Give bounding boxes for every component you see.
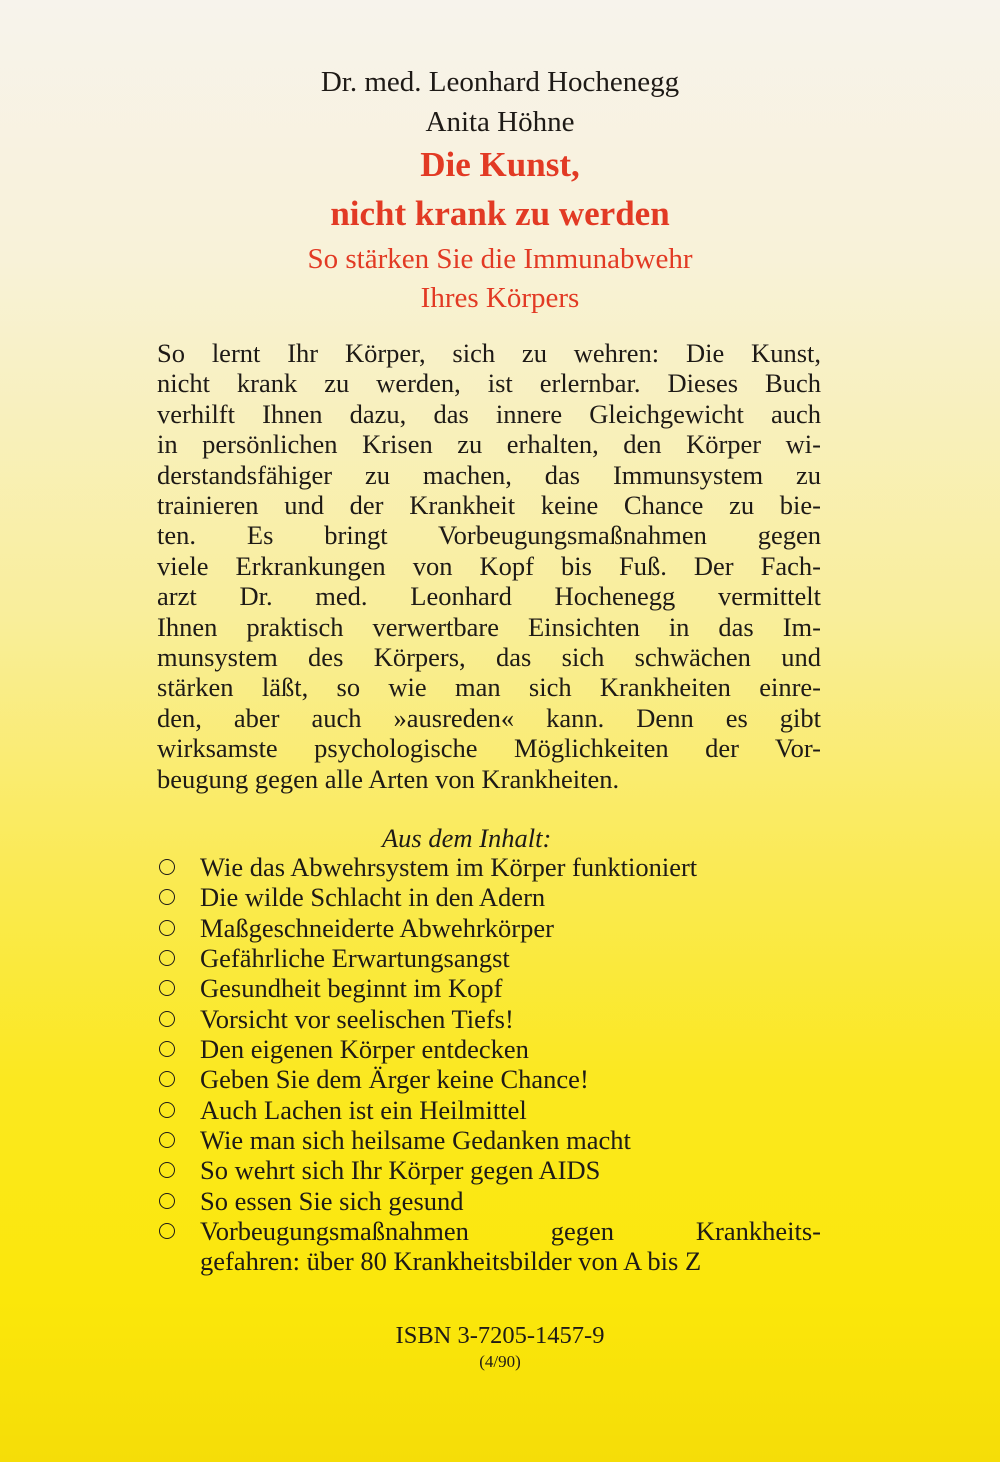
subtitle-line-2: Ihres Körpers [420,282,580,314]
blurb-line: viele Erkrankungen von Kopf bis Fuß. Der Fach- [157,550,821,581]
list-item [157,943,821,973]
list-item [157,882,821,912]
author-2: Anita Höhne [425,106,575,138]
blurb-line: verhilft Ihnen dazu, das innere Gleichgewicht auch [157,398,821,429]
author-1: Dr. med. Leonhard Hochenegg [320,66,680,98]
blurb-line: wirksamste psychologische Möglichkeiten der Vor- [157,733,821,764]
list-item [157,1064,821,1094]
list-item-text: Vorsicht vor seelischen Tiefs! [200,1003,514,1034]
list-item-text: Den eigenen Körper entdecken [200,1034,529,1065]
list-item-text: Auch Lachen ist ein Heilmittel [200,1094,527,1125]
blurb-line: stärken läßt, so wie man sich Krankheiten einre- [157,672,821,703]
book-subtitle [0,240,1000,318]
blurb-line: Ihnen praktisch verwertbare Einsichten in das Im- [157,611,821,642]
isbn-number: ISBN 3-7205-1457-9 [395,1322,605,1349]
list-item [157,1034,821,1064]
list-item [157,1004,821,1034]
list-item-text: So wehrt sich Ihr Körper gegen AIDS [200,1155,601,1186]
list-item [157,1125,821,1155]
blurb-line: munsystem des Körpers, das sich schwächen und [157,642,821,673]
list-item-text: Geben Sie dem Ärger keine Chance! [200,1064,589,1095]
circle-bullet-icon [159,920,175,936]
blurb-line: in persönlichen Krisen zu erhalten, den Körper wi- [157,429,821,460]
blurb-line: trainieren und der Krankheit keine Chance zu bie- [157,490,821,521]
subtitle-line-1: So stärken Sie die Immunabwehr [307,243,693,275]
circle-bullet-icon [159,980,175,996]
circle-bullet-icon [159,1102,175,1118]
list-item [157,852,821,882]
blurb-line: den, aber auch »ausreden« kann. Denn es gibt [157,702,821,733]
blurb-line: nicht krank zu werden, ist erlernbar. Dieses Buch [157,368,821,399]
circle-bullet-icon [159,1193,175,1209]
circle-bullet-icon [159,1011,175,1027]
list-item-text: Gefährliche Erwartungsangst [200,943,510,974]
blurb-line: derstandsfähiger zu machen, das Immunsystem zu [157,459,821,490]
circle-bullet-icon [159,1223,175,1239]
edition-code: (4/90) [479,1352,521,1371]
blurb-line: ten. Es bringt Vorbeugungsmaßnahmen gegen [157,520,821,551]
circle-bullet-icon [159,1132,175,1148]
circle-bullet-icon [159,1071,175,1087]
list-item-text: Wie man sich heilsame Gedanken macht [200,1125,631,1156]
list-item [157,973,821,1003]
list-item [157,1186,821,1216]
list-item-text: So essen Sie sich gesund [200,1185,464,1216]
list-item-text: Vorbeugungsmaßnahmen gegen Krankheits- [200,1216,821,1247]
circle-bullet-icon [159,950,175,966]
list-item [157,1216,821,1277]
list-item-text: Maßgeschneiderte Abwehrkörper [200,912,554,943]
blurb-line: So lernt Ihr Körper, sich zu wehren: Die Kunst, [157,338,821,368]
list-item [157,1095,821,1125]
circle-bullet-icon [159,1162,175,1178]
circle-bullet-icon [159,889,175,905]
blurb-line: arzt Dr. med. Leonhard Hochenegg vermittelt [157,581,821,612]
book-title [0,140,1000,238]
title-line-1: Die Kunst, [420,145,580,184]
list-item-text: Die wilde Schlacht in den Adern [200,882,546,913]
list-item-text-continued: gefahren: über 80 Krankheitsbilder von A bis Z [200,1246,702,1277]
list-item-text: Wie das Abwehrsystem im Körper funktioniert [200,852,698,882]
circle-bullet-icon [159,859,175,875]
isbn-block [0,1321,1000,1373]
list-item [157,1155,821,1185]
list-item [157,913,821,943]
author-names [0,62,1000,142]
blurb-line: beugung gegen alle Arten von Krankheiten. [157,763,620,794]
title-line-2: nicht krank zu werden [330,194,670,233]
list-item-text: Gesundheit beginnt im Kopf [200,973,503,1004]
blurb-paragraph [157,338,821,794]
contents-heading: Aus dem Inhalt: [382,823,552,853]
contents-list [157,852,821,1277]
circle-bullet-icon [159,1041,175,1057]
